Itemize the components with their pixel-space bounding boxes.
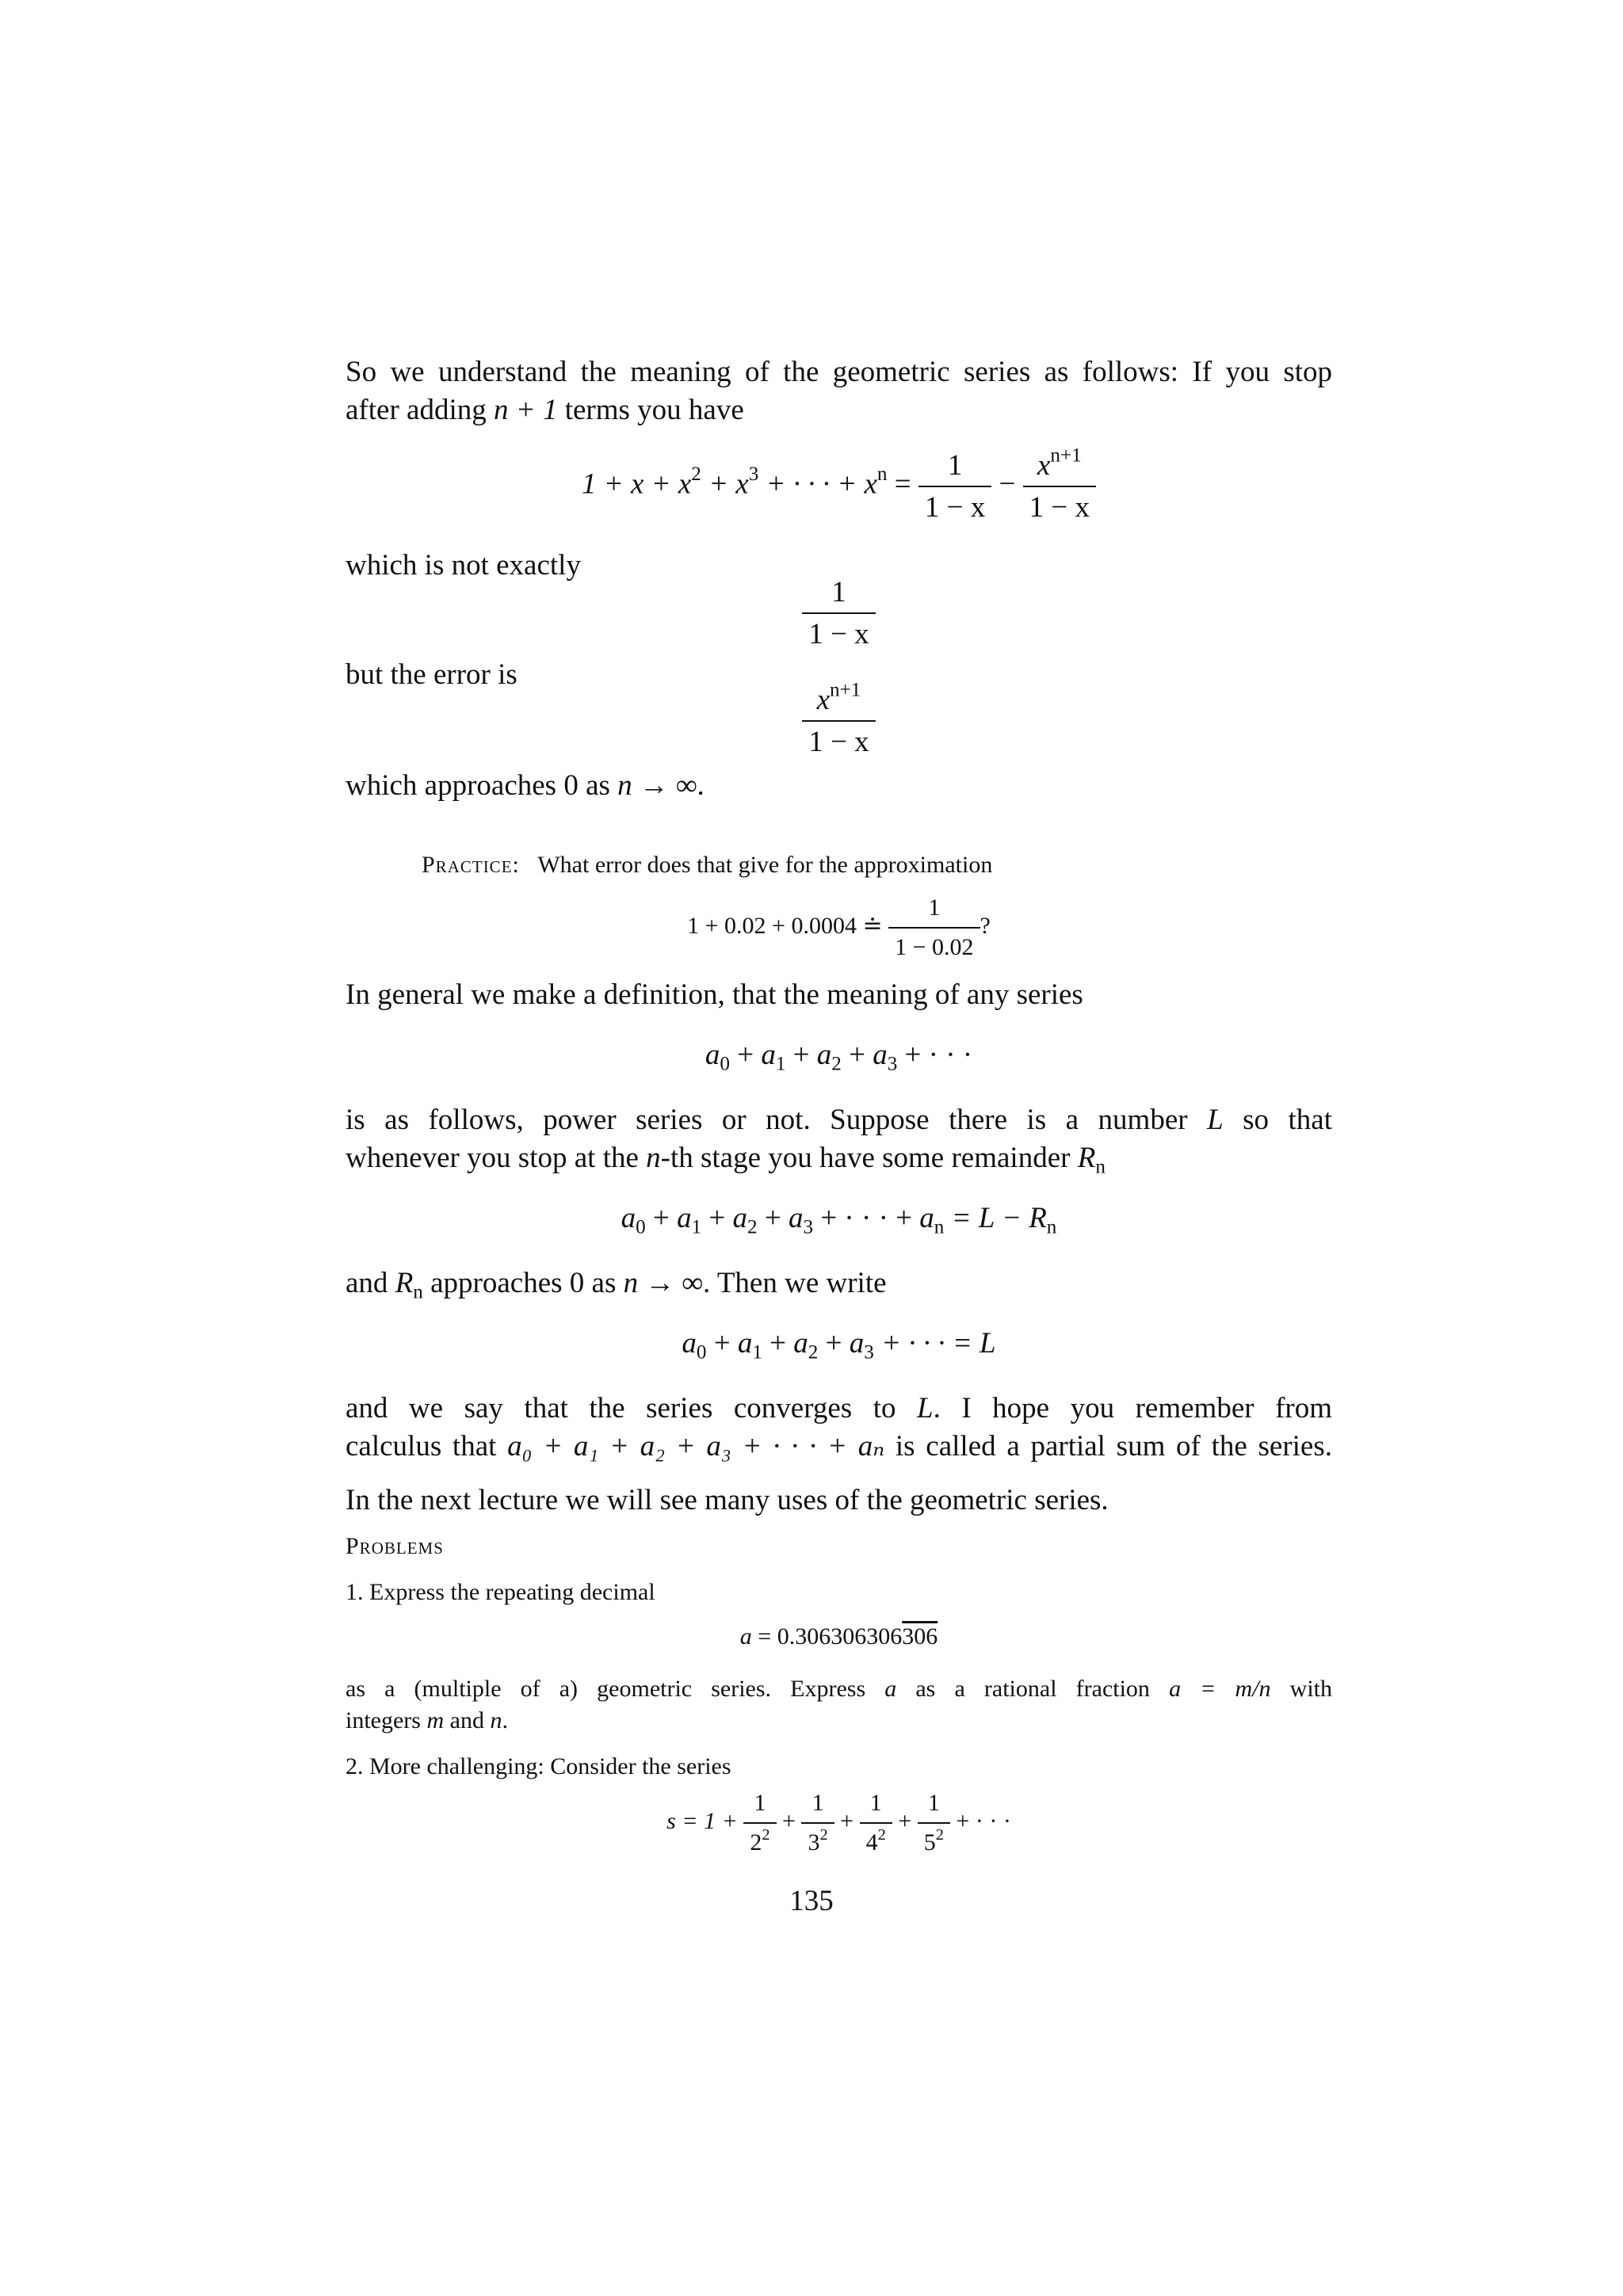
p2-t3-sup: 2 xyxy=(877,1825,886,1844)
eq5-plus-2: + xyxy=(701,1202,733,1234)
practice-den: 1 − 0.02 xyxy=(895,934,974,960)
eq5-rhs: = L − R xyxy=(944,1202,1047,1234)
series-sub0: 0 xyxy=(720,1053,730,1075)
p2-plus-1: + xyxy=(776,1807,802,1834)
follows-text-2a: whenever you stop at the xyxy=(346,1142,647,1174)
approaches-math: n → ∞ xyxy=(617,769,697,802)
eq1-frac1-den: 1 − x xyxy=(924,491,986,524)
problem-2-lhs: s = 1 + xyxy=(666,1807,744,1834)
approaches-line xyxy=(346,767,1332,805)
and-rn-R: R xyxy=(395,1267,414,1299)
eq2-fraction xyxy=(802,575,875,651)
problems-heading-text: Problems xyxy=(346,1533,444,1559)
problem-1-a: a xyxy=(739,1623,752,1650)
problem-2-text: 2. More challenging: Consider the series xyxy=(346,1753,731,1779)
and-rn-line xyxy=(346,1264,1332,1302)
problem-1-desc-line-2 xyxy=(346,1705,1332,1737)
next-lecture-line xyxy=(346,1482,1332,1520)
p2-plus-2: + xyxy=(834,1807,860,1834)
problem-1-desc-math: a = m/n xyxy=(1169,1676,1271,1702)
eq6-sub0: 0 xyxy=(696,1341,707,1363)
series-plus-2: + xyxy=(785,1039,817,1071)
equation-one-over-one-minus-x xyxy=(346,575,1332,651)
practice-lhs: 1 + 0.02 + 0.0004 ≐ xyxy=(687,912,889,939)
converges-line-1 xyxy=(346,1390,1332,1428)
eq5-a3: a xyxy=(788,1202,804,1234)
converges-text-1a: and we say that the series converges to xyxy=(346,1392,917,1425)
equation-geometric-partial-sum xyxy=(346,444,1332,524)
p2-t4-den: 5 xyxy=(923,1829,936,1855)
series-a0: a xyxy=(705,1039,720,1071)
problem-1-desc-1c: with xyxy=(1270,1676,1332,1702)
intro-line-2 xyxy=(346,391,1332,429)
eq5-plus-1: + xyxy=(645,1202,678,1234)
problem-1-line xyxy=(346,1577,1332,1608)
eq1-minus: − xyxy=(991,467,1023,501)
intro-text-2a: after adding xyxy=(346,394,494,426)
intro-text-1: So we understand the meaning of the geometric series as follows: If you stop xyxy=(346,356,1332,388)
eq5-dots: + · · · + xyxy=(813,1202,920,1234)
eq3-num: x xyxy=(816,684,831,716)
problem-1-desc-2b: and xyxy=(444,1707,491,1733)
eq5-a1: a xyxy=(677,1202,692,1234)
p2-t2-num: 1 xyxy=(801,1787,834,1824)
problem-2-term-3 xyxy=(860,1787,892,1859)
p2-t1-sup: 2 xyxy=(762,1825,770,1844)
follows-L: L xyxy=(1207,1104,1224,1136)
p2-t1-den: 2 xyxy=(750,1829,762,1855)
problem-1-repeating: 306 xyxy=(902,1623,938,1650)
and-rn-text-3: . Then we write xyxy=(703,1267,887,1299)
eq1-dots: + · · · + x xyxy=(758,467,877,501)
intro-line-1 xyxy=(346,353,1332,391)
problem-1-desc-2a: integers xyxy=(346,1707,427,1733)
eq6-tail: + · · · = L xyxy=(873,1327,996,1360)
eq5-sub3: 3 xyxy=(803,1216,814,1238)
follows-text-2b: -th stage you have some remainder xyxy=(660,1142,1078,1174)
follows-R: R xyxy=(1077,1142,1096,1174)
series-plus-3: + xyxy=(841,1039,873,1071)
eq1-frac2-sup: n+1 xyxy=(1050,444,1082,467)
eq3-den: 1 − x xyxy=(808,726,869,758)
follows-R-sub: n xyxy=(1095,1156,1106,1178)
eq5-plus-3: + xyxy=(757,1202,789,1234)
eq1-fraction-1 xyxy=(918,448,991,524)
series-a3: a xyxy=(873,1039,888,1071)
follows-line-2 xyxy=(346,1139,1332,1177)
p2-t2-sup: 2 xyxy=(819,1825,828,1844)
practice-label: Practice: xyxy=(422,852,520,878)
eq6-plus-3: + xyxy=(818,1327,850,1360)
general-line xyxy=(346,976,1332,1014)
converges-partial-sum: a₀ + a₁ + a₂ + a₃ + · · · + aₙ xyxy=(507,1430,885,1463)
problem-1-decimal: = 0.306306306 xyxy=(751,1623,903,1650)
approaches-text: which approaches 0 as xyxy=(346,769,618,802)
problem-1-text: 1. Express the repeating decimal xyxy=(346,1579,655,1605)
problem-1-n: n xyxy=(490,1707,502,1733)
eq1-sup2: 2 xyxy=(691,463,701,486)
converges-L: L xyxy=(916,1392,934,1425)
eq1-fraction-2 xyxy=(1023,444,1096,524)
p2-tail: + · · · xyxy=(949,1807,1011,1834)
error-is-text: but the error is xyxy=(346,658,517,691)
eq1-frac1-num: 1 xyxy=(918,448,991,487)
eq5-a2: a xyxy=(732,1202,748,1234)
series-a2: a xyxy=(816,1039,832,1071)
series-a1: a xyxy=(761,1039,776,1071)
follows-text-1a: is as follows, power series or not. Suppose there is a number xyxy=(346,1104,1208,1136)
eq5-an: a xyxy=(919,1202,934,1234)
series-equation xyxy=(346,1038,1332,1075)
eq6-a1: a xyxy=(737,1327,753,1360)
eq6-a2: a xyxy=(793,1327,808,1360)
eq1-equals: = xyxy=(887,467,918,501)
approaches-period: . xyxy=(697,769,705,802)
series-sub2: 2 xyxy=(831,1053,842,1075)
eq3-fraction xyxy=(802,679,875,759)
converges-text-1b: . I hope you remember from xyxy=(933,1392,1332,1425)
eq5-R-sub: n xyxy=(1046,1216,1057,1238)
p2-t4-sup: 2 xyxy=(935,1825,944,1844)
practice-fraction xyxy=(888,892,980,963)
p2-t3-den: 4 xyxy=(865,1829,878,1855)
eq6-sub1: 1 xyxy=(752,1341,762,1363)
eq1-supn: n xyxy=(876,463,888,486)
eq1-mid: + x xyxy=(701,467,749,501)
problems-heading xyxy=(346,1531,1332,1562)
eq5-sub2: 2 xyxy=(747,1216,758,1238)
p2-t4-num: 1 xyxy=(918,1787,950,1824)
sum-equals-L-equation xyxy=(346,1326,1332,1363)
series-plus-1: + xyxy=(729,1039,762,1071)
eq2-num: 1 xyxy=(802,575,875,614)
series-sub3: 3 xyxy=(887,1053,898,1075)
and-rn-R-sub: n xyxy=(413,1281,423,1303)
problem-1-desc-line-1 xyxy=(346,1673,1332,1705)
and-rn-text-1: and xyxy=(346,1267,395,1299)
and-rn-text-2: approaches 0 as xyxy=(422,1267,624,1299)
practice-equation xyxy=(346,892,1332,963)
eq6-a3: a xyxy=(849,1327,865,1360)
series-dots: + · · · xyxy=(897,1039,973,1071)
eq3-sup: n+1 xyxy=(830,679,861,701)
general-text: In general we make a definition, that the meaning of any series xyxy=(346,978,1083,1011)
practice-question-mark: ? xyxy=(980,912,991,939)
intro-math: n + 1 xyxy=(493,394,558,426)
equation-error-term xyxy=(346,679,1332,759)
eq1-frac2-den: 1 − x xyxy=(1029,491,1090,524)
eq6-sub2: 2 xyxy=(808,1341,819,1363)
converges-text-2a: calculus that xyxy=(346,1430,508,1463)
practice-num: 1 xyxy=(888,892,980,929)
practice-line xyxy=(422,849,1293,881)
problem-1-m: m xyxy=(426,1707,445,1733)
converges-line-2 xyxy=(346,1428,1332,1466)
problem-2-line xyxy=(346,1751,1332,1783)
eq6-sub3: 3 xyxy=(864,1341,874,1363)
problem-2-term-1 xyxy=(743,1787,776,1859)
problem-1-desc-1b: as a rational fraction xyxy=(896,1676,1170,1702)
problem-1-desc-2c: . xyxy=(502,1707,508,1733)
p2-t2-den: 3 xyxy=(808,1829,820,1855)
problem-2-term-4 xyxy=(918,1787,950,1859)
remainder-equation xyxy=(346,1201,1332,1238)
follows-n: n xyxy=(646,1142,661,1174)
eq5-sub0: 0 xyxy=(636,1216,646,1238)
and-rn-math: n → ∞ xyxy=(623,1267,703,1299)
problem-2-equation xyxy=(346,1787,1332,1859)
next-lecture-text: In the next lecture we will see many uses of the geometric series. xyxy=(346,1484,1109,1516)
problem-1-desc-1a: as a (multiple of a) geometric series. Express xyxy=(346,1676,885,1702)
series-sub1: 1 xyxy=(775,1053,786,1075)
not-exactly-text: which is not exactly xyxy=(346,549,581,582)
p2-t1-num: 1 xyxy=(743,1787,776,1824)
eq6-plus-1: + xyxy=(706,1327,738,1360)
eq5-a0: a xyxy=(621,1202,636,1234)
intro-text-2b: terms you have xyxy=(557,394,744,426)
eq6-plus-2: + xyxy=(762,1327,794,1360)
practice-text: What error does that give for the approximation xyxy=(537,852,993,878)
problem-1-desc-a: a xyxy=(884,1676,897,1702)
eq2-den: 1 − x xyxy=(808,618,869,650)
p2-plus-3: + xyxy=(892,1807,918,1834)
follows-line-1 xyxy=(346,1101,1332,1139)
eq6-a0: a xyxy=(682,1327,697,1360)
eq1-lhs: 1 + x + x xyxy=(581,467,692,501)
follows-text-1b: so that xyxy=(1223,1104,1333,1136)
page-number: 135 xyxy=(789,1885,834,1917)
problem-2-term-2 xyxy=(801,1787,834,1859)
eq5-sub1: 1 xyxy=(691,1216,702,1238)
eq1-frac2-num: x xyxy=(1037,449,1051,482)
eq1-sup3: 3 xyxy=(748,463,759,486)
problem-1-equation xyxy=(346,1621,1332,1653)
eq5-an-sub: n xyxy=(934,1216,945,1238)
p2-t3-num: 1 xyxy=(860,1787,892,1824)
converges-text-2b: is called a partial sum of the series. xyxy=(884,1430,1332,1463)
